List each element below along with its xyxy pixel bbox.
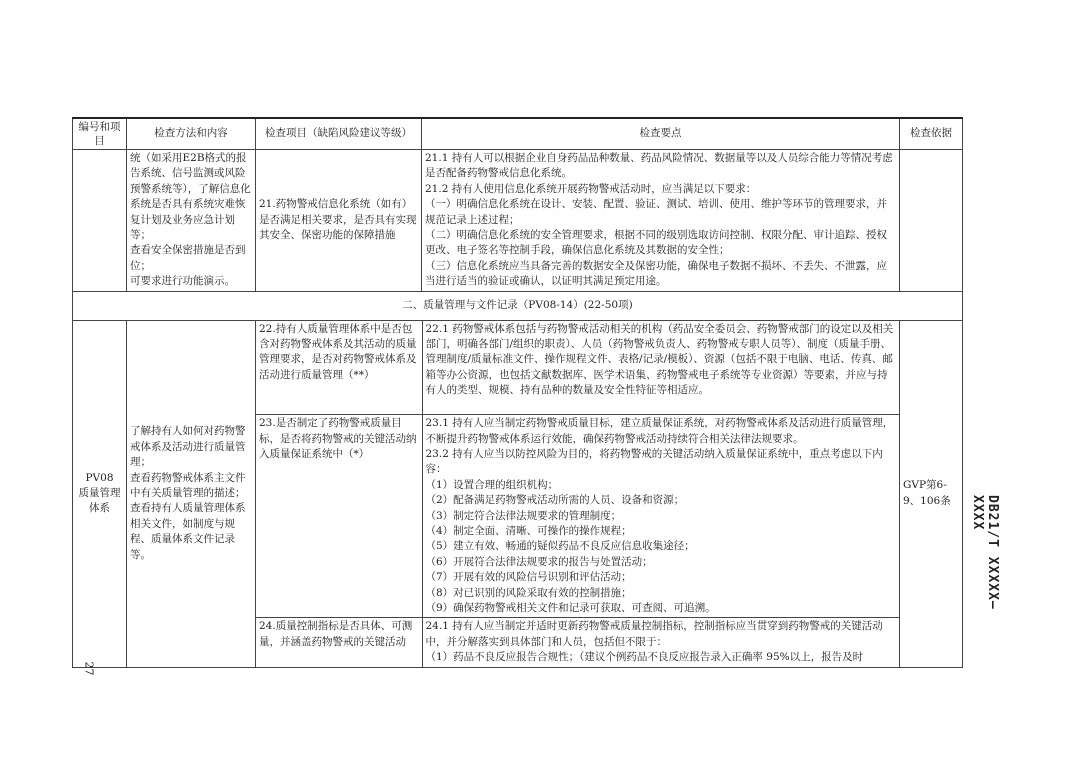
header-code: 编号和项目 <box>73 118 127 150</box>
points-cell-24: 24.1 持有人应当制定并适时更新药物警戒质量控制指标，控制指标应当贯穿到药物警戒的关键活动中，并分解落实到具体部门和人员，包括但不限于： （1）药品不良反应报告合规性；（建议个例药品不良反应报告录入正确率 95%以上，报告及时 <box>422 618 900 667</box>
method-cell: 统（如采用E2B格式的报告系统、信号监测或风险预警系统等），了解信息化系统是否具有系统灾难恢复计划及业务应急计划等； 查看安全保密措施是否到位； 可要求进行功能演示。 <box>127 150 256 292</box>
points-cell-21: 21.1 持有人可以根据企业自身药品品种数量、药品风险情况、数据量等以及人员综合能力等情况考虑是否配备药物警戒信息化系统。 21.2 持有人使用信息化系统开展药物警戒活动时，应当满足以下要求： （一）明确信息化系统在设计、安装、配置、验证、测试、培训、使用、维护等环节的管理要求，并规范记录上述过程； （二）明确信息化系统的安全管理要求，根据不同的级别选取访问控制、权限分配、审计追踪、授权更改、电子签名等控制手段，确保信息化系统及其数据的安全性； （三）信息化系统应当具备完善的数据安全及保密功能，确保电子数据不损坏、不丢失、不泄露，应当进行适当的验证或确认，以证明其满足预定用途。 <box>422 150 900 292</box>
points-cell-22: 22.1 药物警戒体系包括与药物警戒活动相关的机构（药品安全委员会、药物警戒部门的设定以及相关部门，明确各部门/组织的职责）、人员（药物警戒负责人、药物警戒专职人员等）、制度（质量手册、管理制度/质量标准文件、操作规程文件、表格/记录/模板）、资源（包括不限于电脑、电话、传真、邮箱等办公资源，也包括文献数据库、医学术语集、药物警戒电子系统等专业资源）等要素，并应与持有人的类型、规模、持有品种的数量及安全性特征等相适应。 <box>422 321 900 415</box>
header-points: 检查要点 <box>422 118 900 150</box>
standard-code: DB21/T XXXXX—XXXX <box>970 495 1000 610</box>
points-cell-23: 23.1 持有人应当制定药物警戒质量目标，建立质量保证系统，对药物警戒体系及活动进行质量管理，不断提升药物警戒体系运行效能，确保药物警戒活动持续符合相关法律法规要求。 23.2 持有人应当以防控风险为目的，将药物警戒的关键活动纳入质量保证系统中，重点考虑以下内容： （1）设置合理的组织机构； （2）配备满足药物警戒活动所需的人员、设备和资源； （3）制定符合法律法规要求的管理制度； （4）制定全面、清晰、可操作的操作规程； （5）建立有效、畅通的疑似药品不良反应信息收集途径； （6）开展符合法律法规要求的报告与处置活动； （7）开展有效的风险信号识别和评估活动； （8）对已识别的风险采取有效的控制措施； （9）确保药物警戒相关文件和记录可获取、可查阅、可追溯。 <box>422 415 900 618</box>
table-row-pv08 <box>73 320 963 667</box>
item-cell-22: 22.持有人质量管理体系中是否包含对药物警戒体系及其活动的质量管理要求，是否对药物警戒体系及活动进行质量管理（**） <box>256 321 422 415</box>
inspection-table <box>72 117 963 668</box>
item-cell-21: 21.药物警戒信息化系统（如有）是否满足相关要求，是否具有实现其安全、保密功能的保障措施 <box>256 150 422 292</box>
code-cell <box>73 150 127 292</box>
header-item: 检查项目（缺陷风险建议等级） <box>256 118 422 150</box>
item-cell-23: 23.是否制定了药物警戒质量目标，是否将药物警戒的关键活动纳入质量保证系统中（*） <box>256 415 422 618</box>
pv08-basis-cell: GVP第6-9、106条 <box>900 320 963 667</box>
section-title: 二、质量管理与文件记录（PV08-14）(22-50项) <box>73 291 963 320</box>
pv08-items-container <box>256 320 900 667</box>
basis-cell <box>900 150 963 292</box>
pv08-code-cell: PV08 质量管理 体系 <box>73 320 127 667</box>
header-method: 检查方法和内容 <box>127 118 256 150</box>
table-row-item-21 <box>73 150 963 292</box>
pv08-method-cell: 了解持有人如何对药物警戒体系及活动进行质量管理； 查看药物警戒体系主文件中有关质量管理的描述； 查看持有人质量管理体系相关文件，如制度与规程、质量体系文件记录等。 <box>127 320 256 667</box>
pv08-items-table <box>256 321 900 667</box>
page-number: 27 <box>82 661 96 676</box>
item-cell-24: 24.质量控制指标是否具体、可测量，并涵盖药物警戒的关键活动 <box>256 618 422 667</box>
header-basis: 检查依据 <box>900 118 963 150</box>
